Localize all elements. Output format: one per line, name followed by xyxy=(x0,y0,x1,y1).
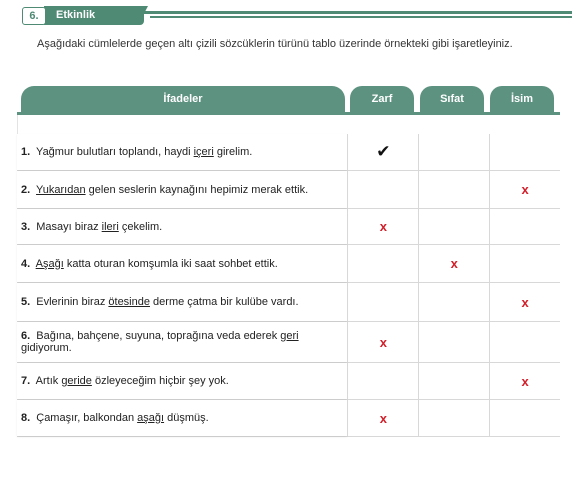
answer-cell-col3[interactable] xyxy=(489,245,560,282)
statement-post: derme çatma bir kulübe vardı. xyxy=(149,296,299,308)
header-bar xyxy=(17,112,560,115)
statement-line xyxy=(21,412,209,424)
underlined-word: Aşağı xyxy=(35,257,64,270)
table-header xyxy=(17,86,560,114)
statement-number: 3. xyxy=(21,220,31,233)
column-header-sifat: Sıfat xyxy=(420,86,484,112)
header-spacer xyxy=(17,114,560,134)
answer-cell-col2[interactable] xyxy=(418,245,489,282)
column-header-statements: İfadeler xyxy=(21,86,345,112)
answer-cell-col3[interactable] xyxy=(489,134,560,170)
answer-cell-col1[interactable] xyxy=(347,322,418,362)
statement-text xyxy=(17,363,347,399)
statement-line xyxy=(21,184,308,196)
x-mark-icon: x xyxy=(379,410,387,426)
answer-cell-col3[interactable] xyxy=(489,363,560,399)
underlined-word: ötesinde xyxy=(108,296,150,308)
table-body xyxy=(17,134,560,437)
statement-number: 7. xyxy=(21,375,31,387)
statement-pre: Masayı biraz xyxy=(33,220,102,233)
statement-number: 2. xyxy=(21,183,31,196)
table-row xyxy=(17,322,560,363)
answer-cell-col1[interactable] xyxy=(347,209,418,244)
underlined-word: aşağı xyxy=(137,412,165,424)
answer-cell-col2[interactable] xyxy=(418,134,489,170)
underlined-word: Yukarıdan xyxy=(36,183,86,196)
activity-header xyxy=(0,0,586,28)
table-row xyxy=(17,209,560,245)
answer-cell-col2[interactable] xyxy=(418,400,489,436)
header-rule xyxy=(144,11,572,14)
x-mark-icon: x xyxy=(450,256,458,271)
statement-text xyxy=(17,245,347,282)
answer-cell-col1[interactable] xyxy=(347,400,418,436)
table-row xyxy=(17,283,560,322)
statement-number: 1. xyxy=(21,146,31,158)
classification-table xyxy=(17,86,560,437)
statement-pre: Çamaşır, balkondan xyxy=(33,412,138,424)
statement-post: girelim. xyxy=(213,146,253,158)
x-mark-icon: x xyxy=(379,334,387,350)
column-header-isim: İsim xyxy=(490,86,554,112)
statement-post: katta oturan komşumla iki saat sohbet ettik. xyxy=(63,257,278,270)
statement-line xyxy=(21,375,229,387)
answer-cell-col1[interactable] xyxy=(347,134,418,170)
answer-cell-col1[interactable] xyxy=(347,283,418,321)
instruction-text: Aşağıdaki cümlelerde geçen altı çizili sözcüklerin türünü tablo üzerinde örnekteki gibi işaretleyiniz. xyxy=(37,38,513,50)
column-header-zarf: Zarf xyxy=(350,86,414,112)
statement-line xyxy=(21,296,299,308)
answer-cell-col3[interactable] xyxy=(489,171,560,208)
table-row xyxy=(17,134,560,171)
statement-line xyxy=(21,146,252,158)
statement-number: 5. xyxy=(21,296,31,308)
x-mark-icon: x xyxy=(379,219,387,234)
header-rule-thin xyxy=(150,16,572,18)
answer-cell-col3[interactable] xyxy=(489,322,560,362)
x-mark-icon: x xyxy=(521,182,529,197)
statement-post: gidiyorum. xyxy=(21,342,72,354)
answer-cell-col3[interactable] xyxy=(489,400,560,436)
underlined-word: geride xyxy=(61,375,92,387)
table-row xyxy=(17,171,560,209)
statement-text xyxy=(17,322,347,362)
answer-cell-col1[interactable] xyxy=(347,363,418,399)
answer-cell-col2[interactable] xyxy=(418,209,489,244)
statement-line xyxy=(21,258,278,270)
statement-pre: Evlerinin biraz xyxy=(33,296,109,308)
underlined-word: ileri xyxy=(101,220,119,233)
statement-text xyxy=(17,134,347,170)
answer-cell-col2[interactable] xyxy=(418,283,489,321)
answer-cell-col1[interactable] xyxy=(347,171,418,208)
statement-text xyxy=(17,209,347,244)
answer-cell-col1[interactable] xyxy=(347,245,418,282)
statement-pre: Yağmur bulutları toplandı, haydi xyxy=(33,146,194,158)
statement-number: 6. xyxy=(21,330,31,342)
answer-cell-col2[interactable] xyxy=(418,322,489,362)
x-mark-icon: x xyxy=(521,294,529,310)
answer-cell-col2[interactable] xyxy=(418,171,489,208)
statement-text xyxy=(17,283,347,321)
statement-line xyxy=(21,330,339,354)
underlined-word: içeri xyxy=(193,146,214,158)
statement-post: çekelim. xyxy=(118,220,163,233)
x-mark-icon: x xyxy=(521,373,529,389)
activity-number: 6. xyxy=(22,7,46,25)
statement-pre: Bağına, bahçene, suyuna, toprağına veda ederek xyxy=(33,330,281,342)
table-row xyxy=(17,400,560,437)
statement-text xyxy=(17,400,347,436)
table-row xyxy=(17,363,560,400)
statement-text xyxy=(17,171,347,208)
table-row xyxy=(17,245,560,283)
activity-tag: Etkinlik xyxy=(44,6,144,25)
statement-number: 8. xyxy=(21,412,31,424)
statement-post: gelen seslerin kaynağını hepimiz merak ettik. xyxy=(85,183,309,196)
check-mark-icon: ✔ xyxy=(376,142,391,162)
statement-post: özleyeceğim hiçbir şey yok. xyxy=(91,375,229,387)
underlined-word: geri xyxy=(280,330,299,342)
statement-number: 4. xyxy=(21,257,31,270)
answer-cell-col2[interactable] xyxy=(418,363,489,399)
statement-pre: Artık xyxy=(33,375,62,387)
statement-post: düşmüş. xyxy=(164,412,209,424)
answer-cell-col3[interactable] xyxy=(489,283,560,321)
statement-line xyxy=(21,221,162,233)
answer-cell-col3[interactable] xyxy=(489,209,560,244)
